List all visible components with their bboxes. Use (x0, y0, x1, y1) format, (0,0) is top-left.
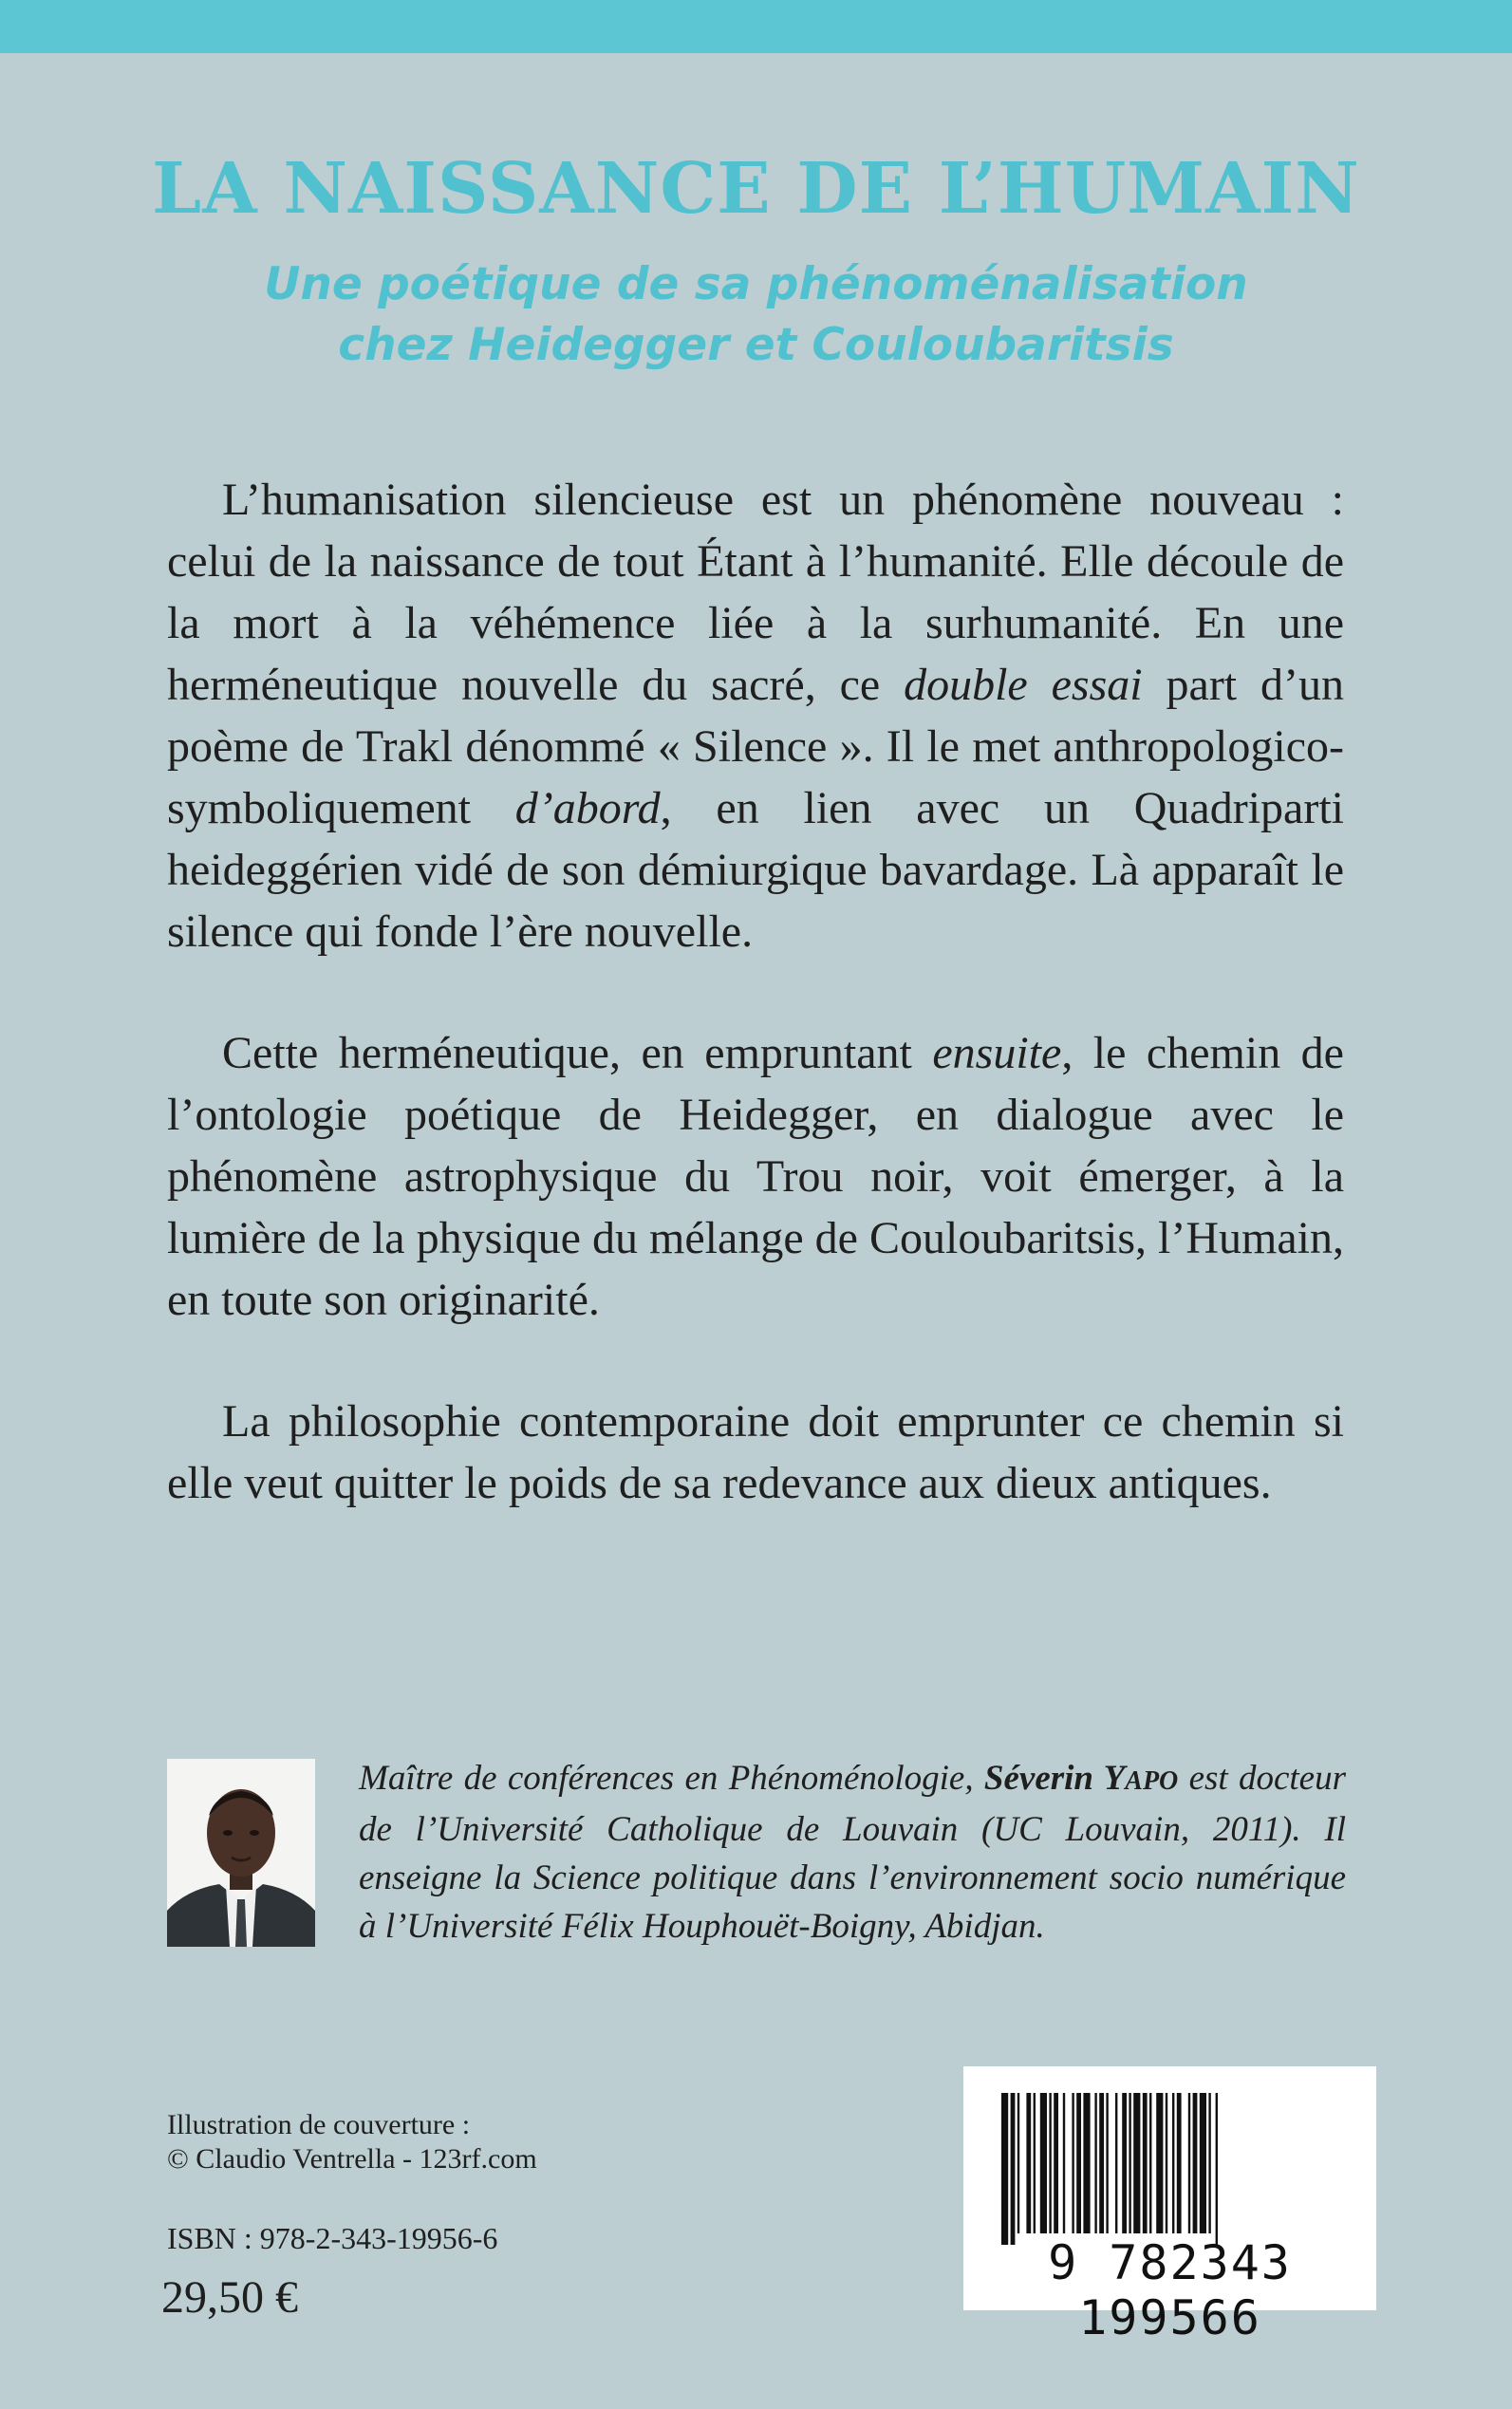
p2-text-2: , le chemin de l’ontologie poétique de Heidegger, en dialogue avec le phénomène astrophysique du Trou noir, voit émerger, à la lumière de la physique du mélange de Couloubaritsis, l’Humain, en toute son originarité. (167, 1028, 1344, 1325)
author-surname-rest: APO (1125, 1766, 1179, 1796)
bio-text-1: Maître de conférences en Phénoménologie, (359, 1759, 984, 1798)
p2-text-1: Cette herméneutique, en empruntant (222, 1028, 933, 1078)
description-paragraph-3: La philosophie contemporaine doit emprunter ce chemin si elle veut quitter le poids de sa redevance aux dieux antiques. (167, 1396, 1344, 1508)
subtitle-line-2: chez Heidegger et Couloubaritsis (338, 319, 1174, 371)
p1-emphasis-2: d’abord (514, 783, 661, 833)
p1-text-3: , en lien avec un Quadriparti heideggérien vidé de son démiurgique bavardage. Là apparaît le silence qui fonde l’ère nouvelle. (167, 783, 1344, 957)
author-photo (167, 1759, 315, 1947)
credit-line-1: Illustration de couverture : (167, 2109, 471, 2140)
credit-line-2: © Claudio Ventrella - 123rf.com (167, 2143, 537, 2175)
author-first-name: Séverin (983, 1759, 1094, 1798)
barcode-bars (963, 2066, 1376, 2247)
subtitle-line-1: Une poétique de sa phénoménalisation (264, 258, 1248, 310)
description-paragraph-1 (167, 469, 1344, 962)
top-color-band (0, 0, 1512, 53)
p1-emphasis-1: double essai (904, 660, 1143, 710)
author-surname-initial: Y (1103, 1759, 1126, 1798)
barcode (963, 2066, 1376, 2345)
author-name (984, 1759, 1178, 1798)
barcode-digits: 9 782343 199566 (1048, 2235, 1292, 2345)
author-portrait-illustration (167, 1759, 315, 1947)
p1-text-1: L’humanisation silencieuse est un phénomène nouveau : celui de la naissance de tout Étant à l’humanité. Elle découle de la mort à la véhémence liée à la surhumanité. En une herméneutique nouvelle du sacré, ce (167, 475, 1344, 710)
p1-text-2: part d’un poème de Trakl dénommé « Silence ». Il le met anthropologico-symboliquement (167, 660, 1344, 833)
cover-credit (167, 2108, 537, 2176)
isbn: ISBN : 978-2-343-19956-6 (167, 2221, 498, 2255)
bio-text-2: est docteur de l’Université Catholique de Louvain (UC Louvain, 2011). Il enseigne la Science politique dans l’environnement socio numérique à l’Université Félix Houphouët-Boigny, Abidjan. (359, 1759, 1346, 1946)
author-biography (359, 1754, 1346, 1951)
book-subtitle (0, 254, 1512, 376)
price: 29,50 € (161, 2272, 298, 2323)
book-title: LA NAISSANCE DE L’HUMAIN (152, 148, 1360, 230)
p2-emphasis-1: ensuite (932, 1028, 1062, 1078)
description-paragraph-2 (167, 1022, 1344, 1331)
